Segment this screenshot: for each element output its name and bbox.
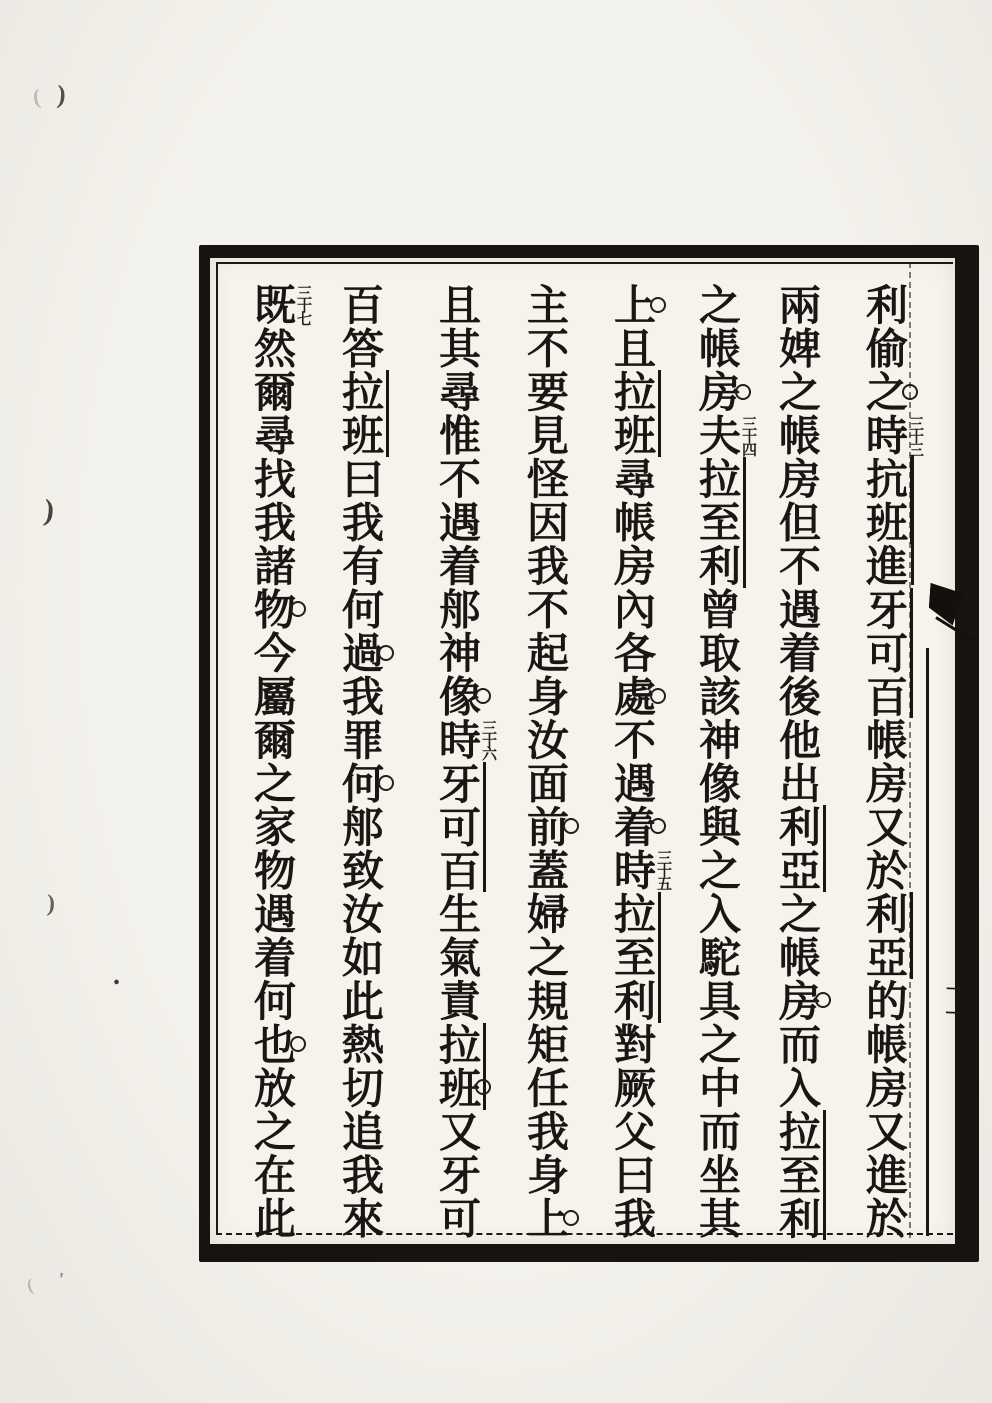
verse-number: 三十七	[295, 285, 311, 324]
proper-name: 利亞	[773, 805, 826, 892]
pause-mark	[563, 818, 579, 834]
text-run: 主不要見怪因我不起身汝面前蓋婦之規矩任我身上	[521, 283, 567, 1240]
proper-name: 拉至利	[693, 457, 746, 588]
text-run: 的帳房又進於	[860, 979, 906, 1240]
pause-mark	[650, 818, 666, 834]
text-run: 且其尋惟不遇着郍神像時	[433, 283, 479, 762]
scan-artifact: (	[24, 1274, 36, 1296]
text-run: 利偷之時	[860, 283, 906, 457]
scan-artifact: )	[56, 79, 67, 110]
fold-solid-line-lower	[926, 648, 929, 1236]
text-run: 尋帳房內各處不遇着時	[608, 457, 654, 892]
text-run: 百答	[336, 283, 382, 370]
text-run: 進	[860, 544, 906, 588]
pause-mark	[650, 297, 666, 313]
text-run: 帳房又於	[860, 718, 906, 892]
text-run: 之帳房夫	[693, 283, 739, 457]
scan-artifact: (	[31, 83, 42, 110]
proper-name: 拉班	[608, 370, 661, 457]
pause-mark	[475, 1079, 491, 1095]
pause-mark	[378, 775, 394, 791]
proper-name: 拉班	[336, 370, 389, 457]
fold-solid-line-upper	[911, 455, 914, 585]
verse-number: 三十三	[907, 415, 923, 455]
proper-name: 拉班	[433, 1023, 486, 1110]
text-run: 又牙可	[433, 1109, 479, 1240]
pause-mark	[815, 992, 831, 1008]
scan-artifact: )	[42, 493, 56, 528]
text-column-3	[693, 283, 756, 1240]
text-run: 曾取該神像與之入駝具之中而坐其	[693, 587, 739, 1240]
fold-dashed-line	[909, 262, 911, 1238]
verse-number: 三十五	[655, 850, 671, 890]
text-column-2	[773, 283, 817, 1240]
text-run: 對厥父曰我	[608, 1022, 654, 1240]
text-run: 曰我有何過我罪何郍致汝如此熱切追我來	[336, 457, 382, 1240]
text-column-4	[608, 283, 671, 1240]
page-number: 十一	[941, 977, 970, 1025]
proper-name: 拉至利	[608, 892, 661, 1023]
proper-name: 牙可百	[433, 762, 486, 893]
pause-mark	[650, 688, 666, 704]
verse-number: 三十四	[740, 415, 756, 455]
pause-mark	[563, 1210, 579, 1226]
proper-name: 抗班	[860, 457, 913, 544]
text-run: 既然爾尋找我諸物今屬爾之家物遇着何也放之在此	[248, 283, 294, 1240]
text-run: 生氣責	[433, 892, 479, 1023]
proper-name: 利亞	[860, 892, 913, 979]
proper-name: 牙可百	[860, 588, 913, 719]
text-column-5	[521, 283, 565, 1240]
pause-mark	[475, 688, 491, 704]
pause-mark	[290, 1036, 306, 1052]
text-run: 兩婢之帳房但不遇着後他出	[773, 283, 819, 805]
pause-mark	[290, 601, 306, 617]
proper-name: 拉至利	[773, 1110, 826, 1241]
text-column-8	[248, 283, 311, 1240]
pause-mark	[378, 645, 394, 661]
text-column-6	[433, 283, 496, 1240]
scan-artifact: )	[46, 890, 56, 918]
verse-number: 三十六	[480, 719, 496, 759]
pause-mark	[735, 384, 751, 400]
text-run: 之帳房而入	[773, 892, 819, 1110]
text-run: 上且	[608, 283, 654, 370]
text-column-1	[860, 283, 923, 1240]
scan-artifact: '	[56, 1268, 66, 1292]
text-column-7	[336, 283, 380, 1240]
scan-artifact: .	[113, 960, 120, 991]
